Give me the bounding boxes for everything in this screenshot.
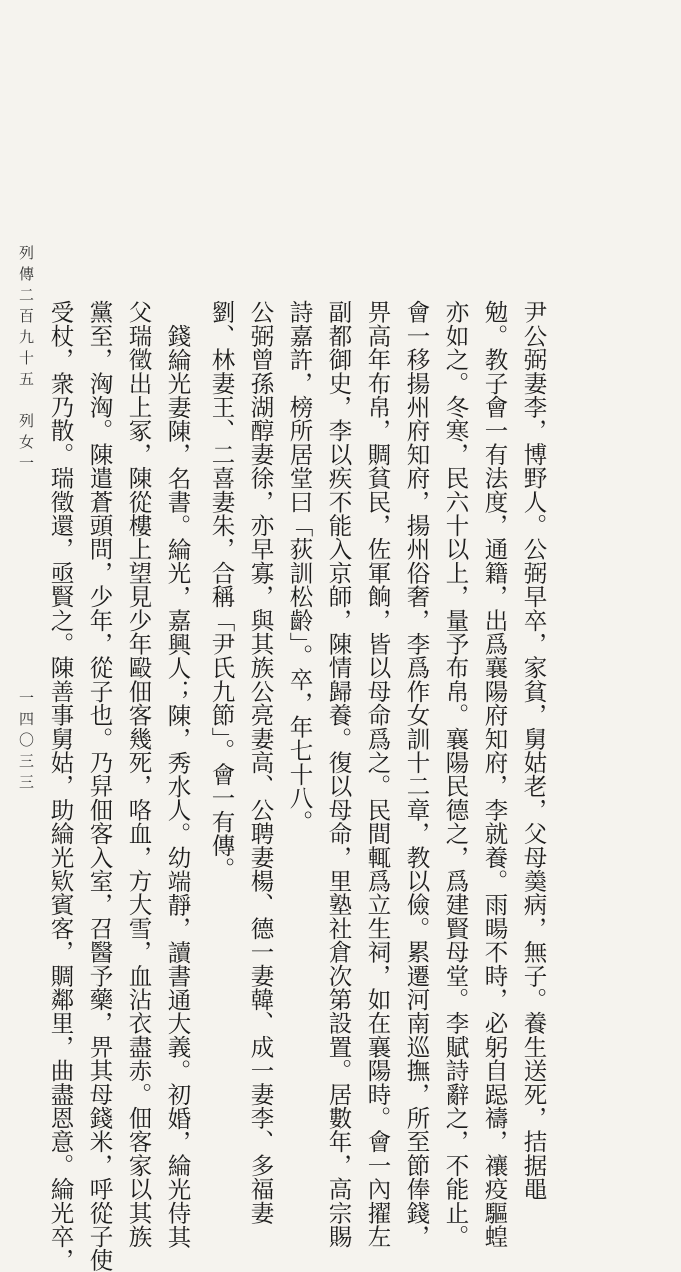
text-column-9: 劉、林妻王、二喜妻朱，合稱「尹氏九節」。會一有傳。 <box>207 300 236 881</box>
text-column-3: 亦如之。冬寒，民六十以上，量予布帛。襄陽民德之，爲建賢母堂。李賦詩辭之，不能止。 <box>441 300 470 1248</box>
page-number: 一四〇三三 <box>17 690 35 795</box>
text-column-10: 錢綸光妻陳，名書。綸光，嘉興人；陳，秀水人。幼端靜，讀書通大義。初婚，綸光侍其 <box>163 324 192 1249</box>
text-column-13: 受杖，衆乃散。瑞徵還，亟賢之。陳善事舅姑，助綸光欵賓客，賙鄰里，曲盡恩意。綸光卒， <box>46 300 75 1272</box>
text-column-4: 會一移揚州府知府，揚州俗奢，李爲作女訓十二章，教以儉。累遷河南巡撫，所至節俸錢， <box>402 300 431 1248</box>
text-column-6: 副都御史，李以疾不能入京師，陳情歸養。復以母命，里塾社倉次第設置。居數年，高宗賜 <box>324 300 353 1248</box>
text-column-7: 詩嘉許，榜所居堂曰「荻訓松齡」。卒，年七十八。 <box>285 300 314 834</box>
running-head: 列傳二百九十五 列女一 <box>17 245 35 476</box>
text-column-5: 畀高年布帛，賙貧民，佐軍餉，皆以母命爲之。民間輒爲立生祠，如在襄陽時。會一內擢左 <box>363 300 392 1248</box>
text-column-11: 父瑞徵出上冢，陳從樓上望見少年毆佃客幾死，咯血，方大雪，血沾衣盡赤。佃客家以其族 <box>124 300 153 1248</box>
text-column-1: 尹公弼妻李，博野人。公弼早卒，家貧，舅姑老，父母羮病，無子。養生送死，拮据黽 <box>519 300 548 1201</box>
text-column-2: 勉。教子會一有法度，通籍，出爲襄陽府知府，李就養。雨暘不時，必躬自跽禱，禳疫驅蝗 <box>480 300 509 1248</box>
text-column-8: 公弼曾孫湖醇妻徐，亦早寡，與其族公亮妻高、公聘妻楊、德一妻韓、成一妻李、多福妻 <box>246 300 275 1225</box>
text-column-12: 黨至，洶洶。陳遣蒼頭問，少年，從子也。乃舁佃客入室，召醫予藥，畀其母錢米，呼從子使 <box>85 300 114 1272</box>
